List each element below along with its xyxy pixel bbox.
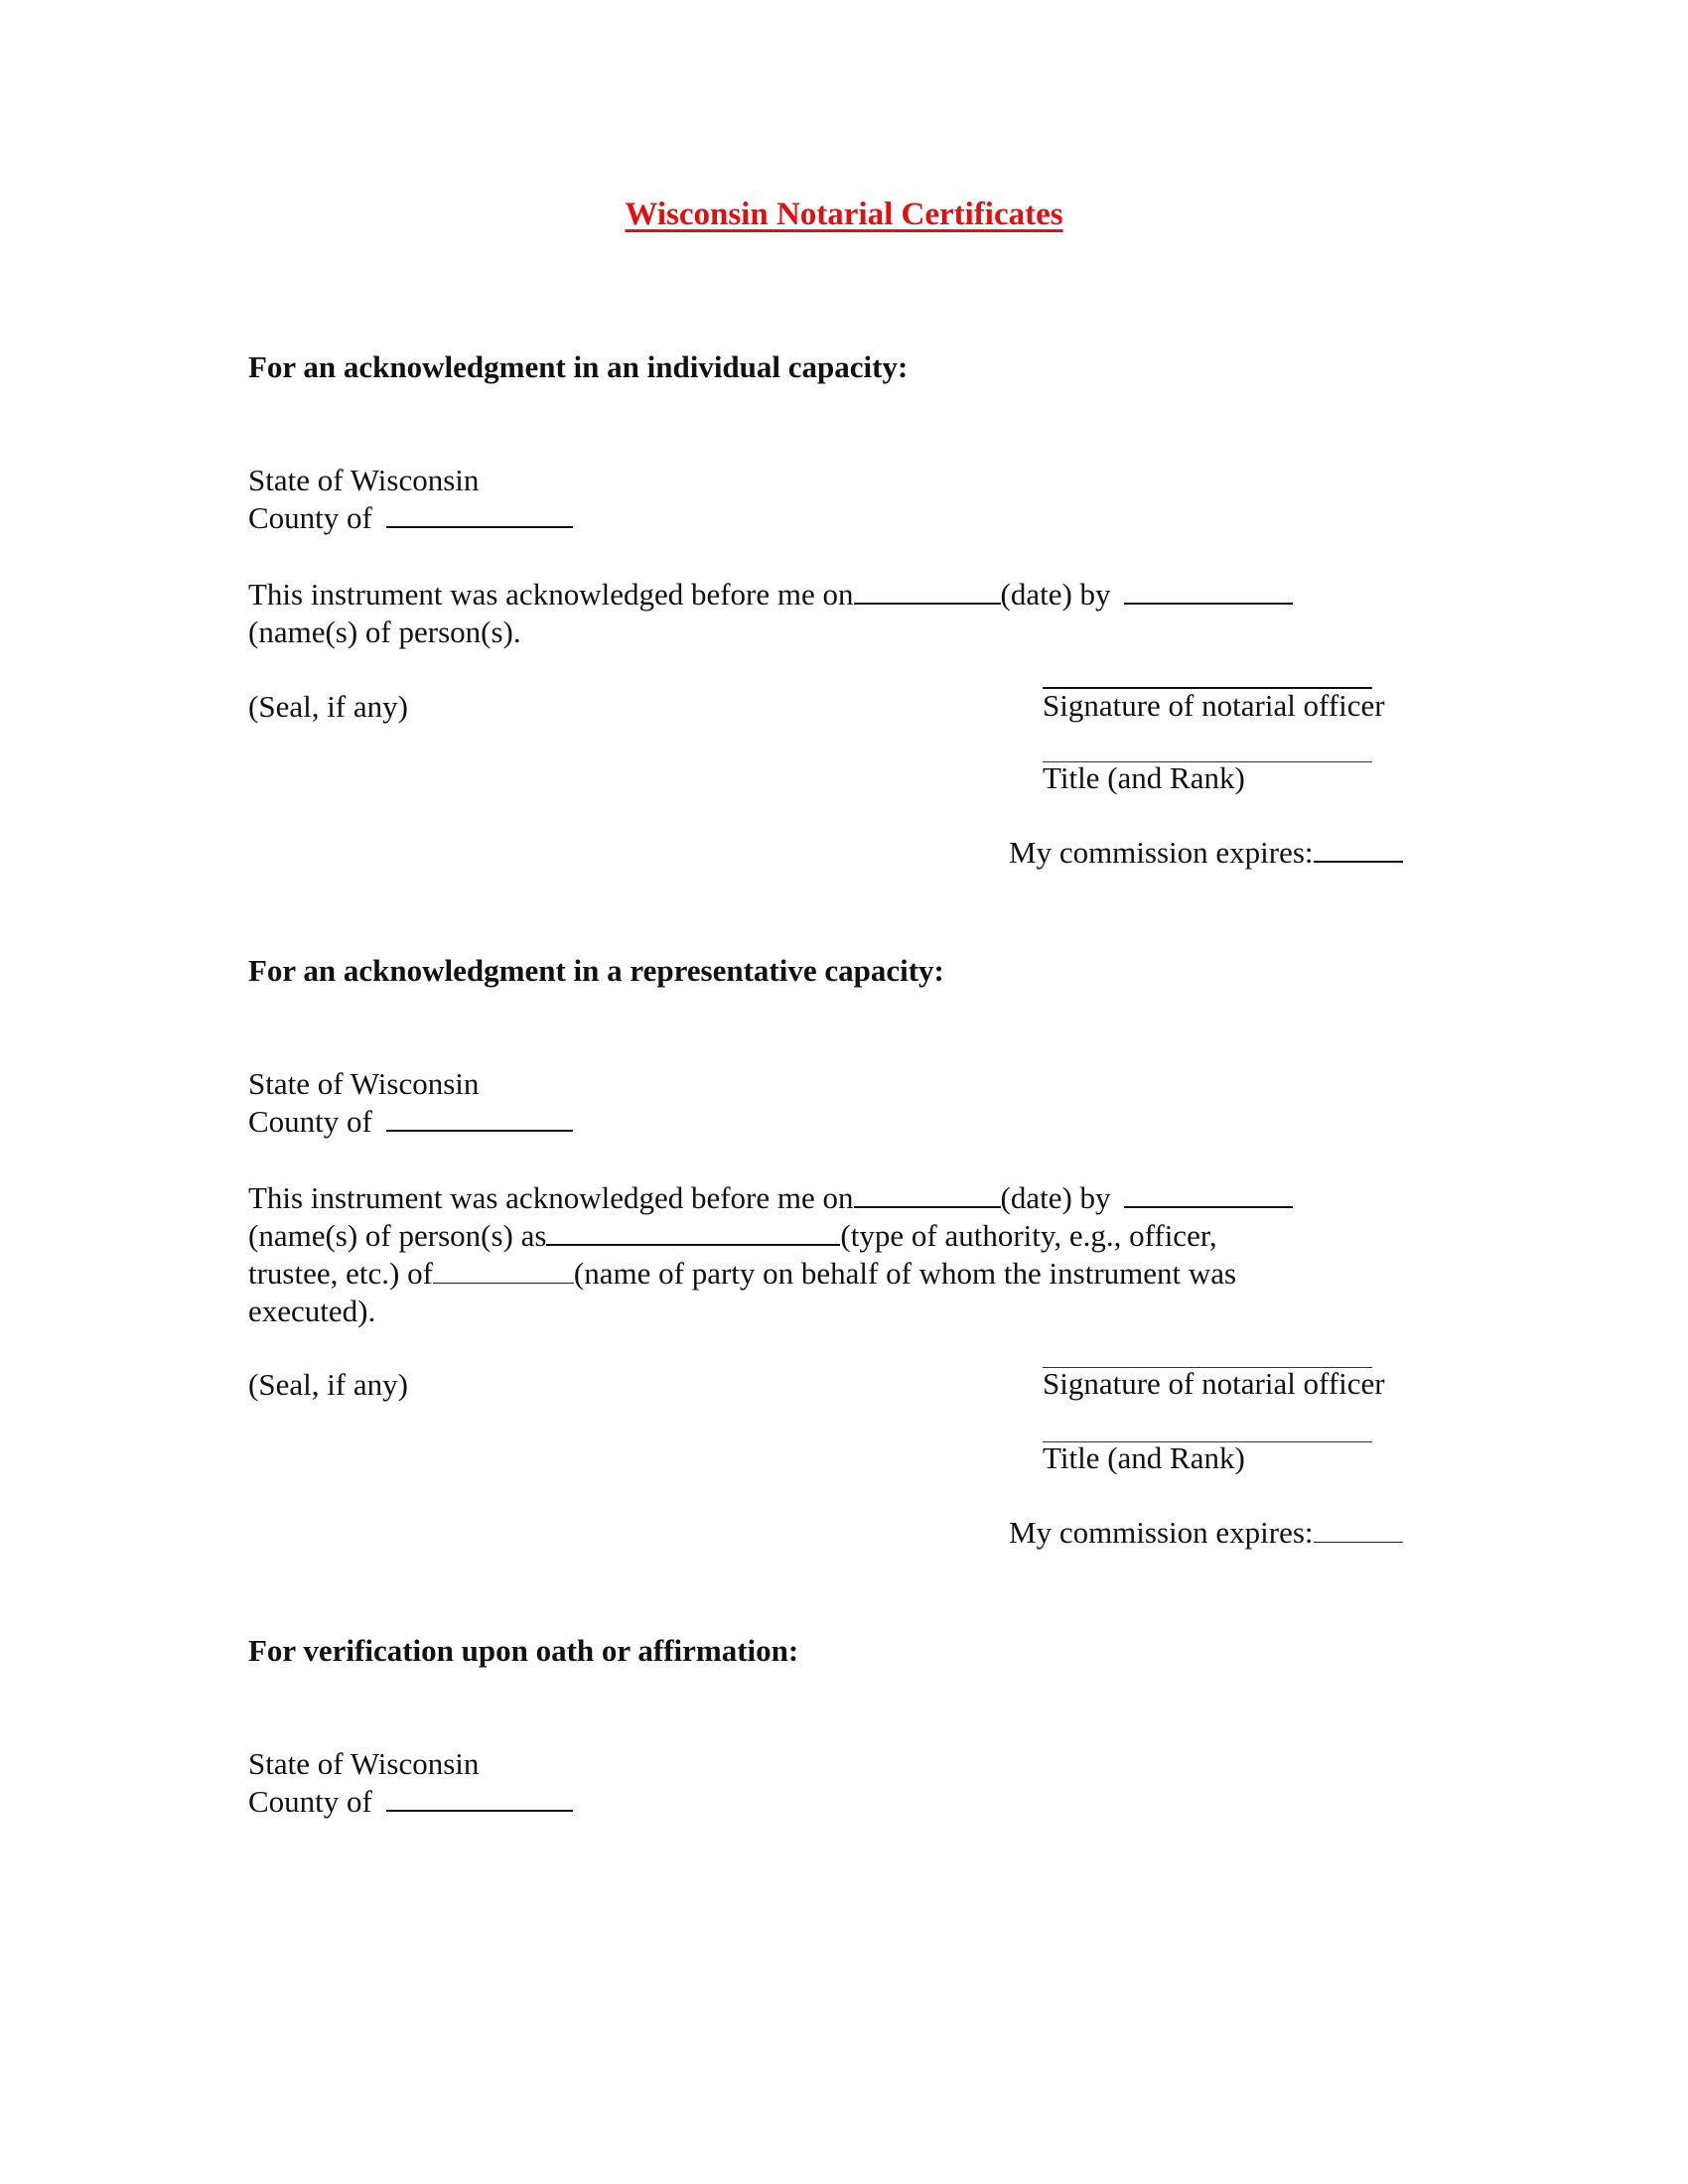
acknowledgment-line-3 (248, 1255, 1236, 1293)
ack-text: This instrument was acknowledged before me on (248, 577, 854, 612)
section-heading-representative: For an acknowledgment in a representative capacity: (248, 953, 944, 988)
county-line (248, 499, 573, 537)
seal-label: (Seal, if any) (248, 1367, 408, 1402)
county-label: County of (248, 1784, 372, 1819)
state-line: State of Wisconsin (248, 463, 480, 497)
commission-label: My commission expires: (1009, 1515, 1314, 1550)
commission-line (1009, 835, 1403, 871)
ack-text: This instrument was acknowledged before me on (248, 1180, 854, 1215)
acknowledgment-line-1 (248, 1179, 1293, 1217)
name-blank[interactable] (1124, 1180, 1293, 1208)
county-label: County of (248, 1104, 372, 1139)
seal-label: (Seal, if any) (248, 689, 408, 724)
title-label: Title (and Rank) (1043, 1440, 1245, 1475)
ack-text-3b: (name of party on behalf of whom the instrument was (573, 1256, 1237, 1291)
ack-text-2b: (type of authority, e.g., officer, (840, 1218, 1217, 1253)
county-blank[interactable] (386, 1784, 573, 1812)
commission-label: My commission expires: (1009, 835, 1314, 870)
commission-blank[interactable] (1314, 835, 1403, 863)
section-heading-verification: For verification upon oath or affirmation: (248, 1633, 799, 1668)
date-blank[interactable] (854, 577, 1001, 605)
document-title: Wisconsin Notarial Certificates (625, 197, 1063, 232)
section-heading-individual: For an acknowledgment in an individual capacity: (248, 349, 909, 384)
ack-text-2a: (name(s) of person(s) as (248, 1218, 547, 1253)
date-by-text: (date) by (1000, 1180, 1111, 1215)
acknowledgment-line-2: (name(s) of person(s). (248, 614, 521, 649)
county-line (248, 1783, 573, 1821)
commission-blank[interactable] (1314, 1516, 1403, 1543)
state-line: State of Wisconsin (248, 1746, 480, 1781)
date-by-text: (date) by (1000, 577, 1111, 612)
ack-text-3a: trustee, etc.) of (248, 1256, 433, 1291)
acknowledgment-line-2 (248, 1217, 1217, 1255)
date-blank[interactable] (854, 1180, 1001, 1208)
name-blank[interactable] (1124, 577, 1293, 605)
county-blank[interactable] (386, 500, 573, 528)
county-line (248, 1103, 573, 1141)
county-blank[interactable] (386, 1104, 573, 1132)
party-blank[interactable] (433, 1257, 574, 1284)
signature-label: Signature of notarial officer (1043, 1366, 1385, 1401)
acknowledgment-line-1 (248, 576, 1293, 614)
authority-blank[interactable] (546, 1218, 840, 1246)
commission-line (1009, 1515, 1403, 1551)
county-label: County of (248, 500, 372, 535)
acknowledgment-line-4: executed). (248, 1294, 376, 1328)
signature-label: Signature of notarial officer (1043, 688, 1385, 723)
title-label: Title (and Rank) (1043, 760, 1245, 795)
state-line: State of Wisconsin (248, 1066, 480, 1101)
